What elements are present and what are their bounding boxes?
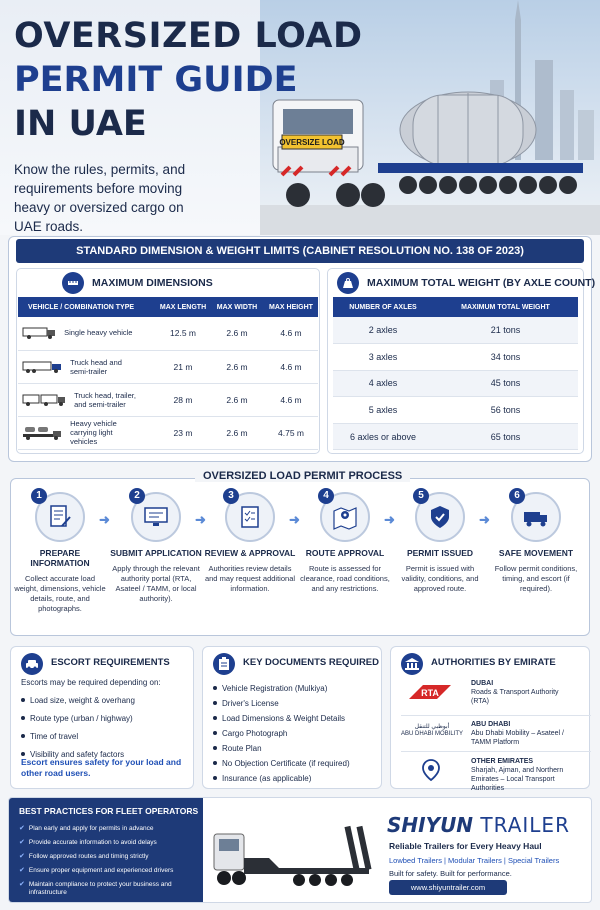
hero-subtitle: Know the rules, permits, and requirements before moving heavy or oversized cargo on UAE roads. [14,162,186,234]
axle-count: 3 axles [333,344,433,371]
best-practices-title: BEST PRACTICES FOR FLEET OPERATORS [19,806,199,816]
rta-logo [401,681,457,703]
authority-description: Abu Dhabi Mobility – Asateel / TAMM Platform [471,730,564,746]
max-weight: 21 tons [433,317,578,344]
check-icon: ✔ [19,881,25,888]
list-item: Route type (urban / highway) [21,713,161,724]
list-item: Route Plan [213,743,350,754]
heavy-vehicle-icon [22,326,56,340]
escort-title: ESCORT REQUIREMENTS [51,657,170,668]
table-header: MAX LENGTH [156,297,210,317]
authorities-card [390,646,590,792]
website-link[interactable]: www.shiyuntrailer.com [389,880,507,895]
table-header: MAXIMUM TOTAL WEIGHT [433,297,578,317]
location-pin-icon [419,758,443,782]
table-header: MAX HEIGHT [264,297,318,317]
list-item: Load size, weight & overhang [21,695,161,706]
authority-name: DUBAI [471,680,494,687]
title-line-3: IN UAE [14,104,147,144]
authority-description: Roads & Transport Authority (RTA) [471,689,559,705]
vehicle-type: Single heavy vehicle [64,328,133,338]
best-practices-list [19,825,203,903]
authority-name: ABU DHABI [471,721,511,728]
check-icon: ✔ [19,825,25,832]
vehicle-type: Truck head, trailer, and semi-trailer [74,390,136,409]
list-item: No Objection Certificate (if required) [213,758,350,769]
process-step-3 [203,488,297,594]
escort-intro: Escorts may be required depending on: [21,678,161,687]
brand-logo: SHIYUN TRAILER [387,813,570,837]
authority-other [401,751,591,792]
table-row [18,383,318,416]
step-number: 4 [318,488,334,504]
authority-description: Sharjah, Ajman, and Northern Emirates – Local Transport Authorities [471,767,564,792]
brand-motto: Built for safety. Built for performance. [389,869,512,878]
max-height: 4.6 m [264,350,318,383]
axle-count: 6 axles or above [333,423,433,450]
max-weight: 45 tons [433,370,578,397]
max-length: 21 m [156,350,210,383]
process-step-1 [13,488,107,614]
list-item: ✔ Maintain compliance to protect your business and infrastructure [19,881,172,896]
process-step-2 [109,488,203,604]
axle-count: 2 axles [333,317,433,344]
list-item: Load Dimensions & Weight Details [213,713,350,724]
max-width: 2.6 m [210,350,264,383]
brand-tagline: Reliable Trailers for Every Heavy Haul [389,841,542,851]
arrow-right-icon: ➜ [195,512,206,527]
authority-name: OTHER EMIRATES [471,758,534,765]
oversize-truck-illustration [268,85,588,225]
step-number: 1 [31,488,47,504]
limits-banner: STANDARD DIMENSION & WEIGHT LIMITS (CABINET RESOLUTION NO. 138 OF 2023) [16,239,584,263]
step-description: Apply through the relevant authority portal (RTA, Asateel / TAMM, or local authority). [112,564,200,603]
list-item: ✔ Ensure proper equipment and experienced drivers [19,867,174,874]
vehicle-type: Heavy vehicle carrying light vehicles [70,419,117,446]
lowbed-trailer-illustration [209,806,384,898]
max-length: 28 m [156,383,210,416]
authority-abudhabi [401,715,591,753]
weight-header [337,272,595,294]
escort-list [21,677,161,767]
truck-sign-text: OVERSIZE LOAD [279,138,345,147]
check-icon: ✔ [19,867,25,874]
list-item: ✔ Provide accurate information to avoid delays [19,839,157,846]
check-icon: ✔ [19,853,25,860]
step-title: SAFE MOVEMENT [498,548,574,558]
ruler-icon [62,272,84,294]
arrow-right-icon: ➜ [384,512,395,527]
escort-card [10,646,194,789]
step-title: PREPARE INFORMATION [30,548,90,568]
arrow-right-icon: ➜ [99,512,110,527]
documents-card [202,646,382,789]
table-row [18,317,318,350]
step-description: Authorities review details and may request additional information. [204,564,296,593]
table-header: MAX WIDTH [210,297,264,317]
max-height: 4.6 m [264,317,318,350]
process-step-4 [298,488,392,594]
table-row [333,317,578,344]
max-weight: 34 tons [433,344,578,371]
max-weight: 56 tons [433,397,578,424]
max-height: 4.75 m [264,416,318,449]
max-weight: 65 tons [433,423,578,450]
max-width: 2.6 m [210,416,264,449]
dimensions-title: MAXIMUM DIMENSIONS [92,277,213,289]
table-row [18,350,318,383]
axle-count: 5 axles [333,397,433,424]
step-number: 3 [223,488,239,504]
list-item: ✔ Follow approved routes and timing strictly [19,853,149,860]
step-number: 2 [129,488,145,504]
process-title: OVERSIZED LOAD PERMIT PROCESS [195,470,410,482]
weight-icon [337,272,359,294]
car-carrier-icon [22,425,62,441]
check-icon: ✔ [19,839,25,846]
step-title: ROUTE APPROVAL [305,548,385,558]
table-row [333,370,578,397]
list-item: Vehicle Registration (Mulkiya) [213,683,350,694]
escort-note: Escort ensures safety for your load and other road users. [21,757,182,778]
list-item: Driver's License [213,698,350,709]
government-building-icon [401,653,423,675]
process-step-6 [489,488,583,594]
authority-dubai [401,677,591,717]
table-row [18,416,318,449]
authorities-title: AUTHORITIES BY EMIRATE [431,657,556,668]
step-title: PERMIT ISSUED [406,548,474,558]
abu-dhabi-mobility-logo: أبوظبي للتنقل ABU DHABI MOBILITY [401,724,464,737]
hero [0,0,600,235]
dimensions-table [18,297,318,450]
product-lines: Lowbed Trailers | Modular Trailers | Special Trailers [389,856,560,865]
title-line-2: PERMIT GUIDE [14,60,298,100]
arrow-right-icon: ➜ [289,512,300,527]
list-item: ✔ Plan early and apply for permits in advance [19,825,154,832]
list-item: Cargo Photograph [213,728,350,739]
max-height: 4.6 m [264,383,318,416]
step-description: Collect accurate load weight, dimensions, vehicle details, route, and photographs. [14,574,106,613]
best-practices-panel [9,798,203,903]
step-description: Permit is issued with validity, conditions, and approved route. [401,564,479,593]
list-item: Visibility and safety factors [21,749,161,760]
table-row [333,423,578,450]
table-row [333,344,578,371]
list-item: Time of travel [21,731,161,742]
max-width: 2.6 m [210,383,264,416]
semi-trailer-icon [22,360,62,374]
list-item: Insurance (as applicable) [213,773,350,784]
step-description: Follow permit conditions, timing, and escort (if required). [494,564,578,593]
step-number: 5 [413,488,429,504]
title-line-1: OVERSIZED LOAD [14,16,363,56]
step-number: 6 [509,488,525,504]
table-row [333,397,578,424]
step-title: REVIEW & APPROVAL [204,548,296,558]
clipboard-icon [213,653,235,675]
dimensions-header [62,272,213,294]
max-width: 2.6 m [210,317,264,350]
vehicle-type: Truck head and semi-trailer [70,357,122,376]
documents-title: KEY DOCUMENTS REQUIRED [243,657,380,668]
axle-count: 4 axles [333,370,433,397]
step-description: Route is assessed for clearance, road conditions, and any restrictions. [300,564,390,593]
weight-title: MAXIMUM TOTAL WEIGHT (BY AXLE COUNT) [367,277,596,289]
table-header: NUMBER OF AXLES [333,297,433,317]
step-title: SUBMIT APPLICATION [110,548,202,558]
max-length: 12.5 m [156,317,210,350]
process-step-5 [393,488,487,594]
svg-text:RTA: RTA [421,688,439,698]
documents-list [213,683,350,788]
arrow-right-icon: ➜ [479,512,490,527]
truck-trailer-icon [22,393,66,407]
max-length: 23 m [156,416,210,449]
table-header: VEHICLE / COMBINATION TYPE [18,297,156,317]
escort-car-icon [21,653,43,675]
weight-table [333,297,578,450]
